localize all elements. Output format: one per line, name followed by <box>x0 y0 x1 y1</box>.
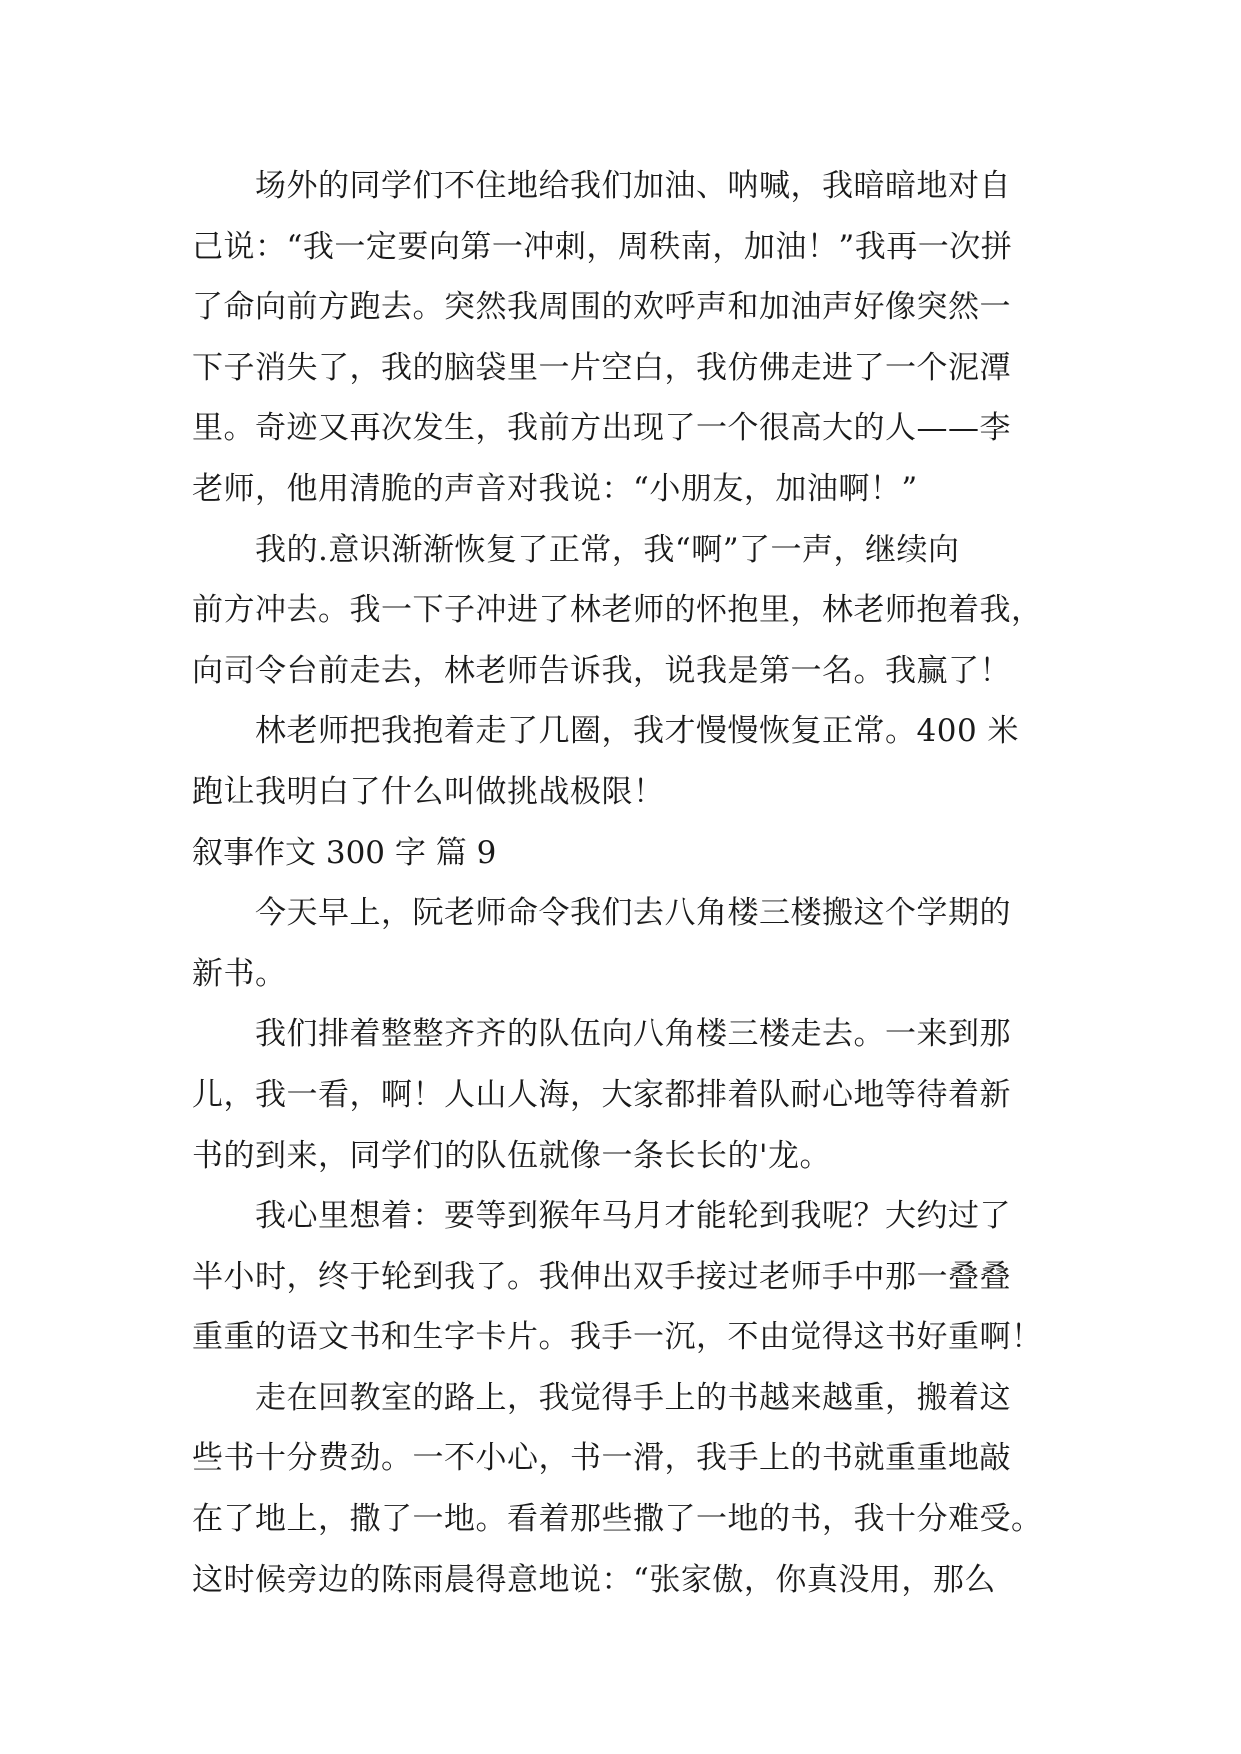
text-line: 走在回教室的路上，我觉得手上的书越来越重，搬着这 <box>255 1379 1011 1416</box>
text-line: 今天早上，阮老师命令我们去八角楼三楼搬这个学期的 <box>255 895 1011 932</box>
text-line: 场外的同学们不住地给我们加油、呐喊，我暗暗地对自 <box>255 168 1011 204</box>
text-line: 儿，我一看，啊！人山人海，大家都排着队耐心地等待着新 <box>192 1076 1011 1113</box>
text-line: 里。奇迹又再次发生，我前方出现了一个很高大的人——李 <box>192 410 1011 447</box>
text-line: 了命向前方跑去。突然我周围的欢呼声和加油声好像突然一 <box>192 289 1011 326</box>
text-line: 我心里想着：要等到猴年马月才能轮到我呢？大约过了 <box>255 1198 1011 1235</box>
text-line: 重重的语文书和生字卡片。我手一沉，不由觉得这书好重啊！ <box>192 1319 1043 1356</box>
text-line: 半小时，终于轮到我了。我伸出双手接过老师手中那一叠叠 <box>192 1258 1011 1295</box>
text-line: 下子消失了，我的脑袋里一片空白，我仿佛走进了一个泥潭 <box>192 349 1011 386</box>
text-line: 前方冲去。我一下子冲进了林老师的怀抱里，林老师抱着我， <box>192 592 1043 629</box>
text-line: 向司令台前走去，林老师告诉我，说我是第一名。我赢了！ <box>192 652 1011 689</box>
text-line: 我们排着整整齐齐的队伍向八角楼三楼走去。一来到那 <box>255 1016 1011 1053</box>
text-line: 我的.意识渐渐恢复了正常，我“啊”了一声，继续向 <box>255 531 960 568</box>
text-line: 林老师把我抱着走了几圈，我才慢慢恢复正常。400 米 <box>255 713 1020 750</box>
text-line: 书的到来，同学们的队伍就像一条长长的'龙。 <box>192 1137 832 1174</box>
section-heading: 叙事作文 300 字 篇 9 <box>192 834 497 871</box>
text-line: 些书十分费劲。一不小心，书一滑，我手上的书就重重地敲 <box>192 1440 1011 1477</box>
text-line: 己说：“我一定要向第一冲刺，周秩南，加油！”我再一次拼 <box>192 228 1013 265</box>
essay-text-block <box>192 156 1052 1610</box>
text-line: 在了地上，撒了一地。看着那些撒了一地的书，我十分难受。 <box>192 1501 1043 1538</box>
text-line: 新书。 <box>192 955 287 992</box>
text-line: 老师，他用清脆的声音对我说：“小朋友，加油啊！” <box>192 470 918 507</box>
text-line: 跑让我明白了什么叫做挑战极限！ <box>192 773 665 810</box>
text-line: 这时候旁边的陈雨晨得意地说：“张家傲，你真没用，那么 <box>192 1561 996 1598</box>
